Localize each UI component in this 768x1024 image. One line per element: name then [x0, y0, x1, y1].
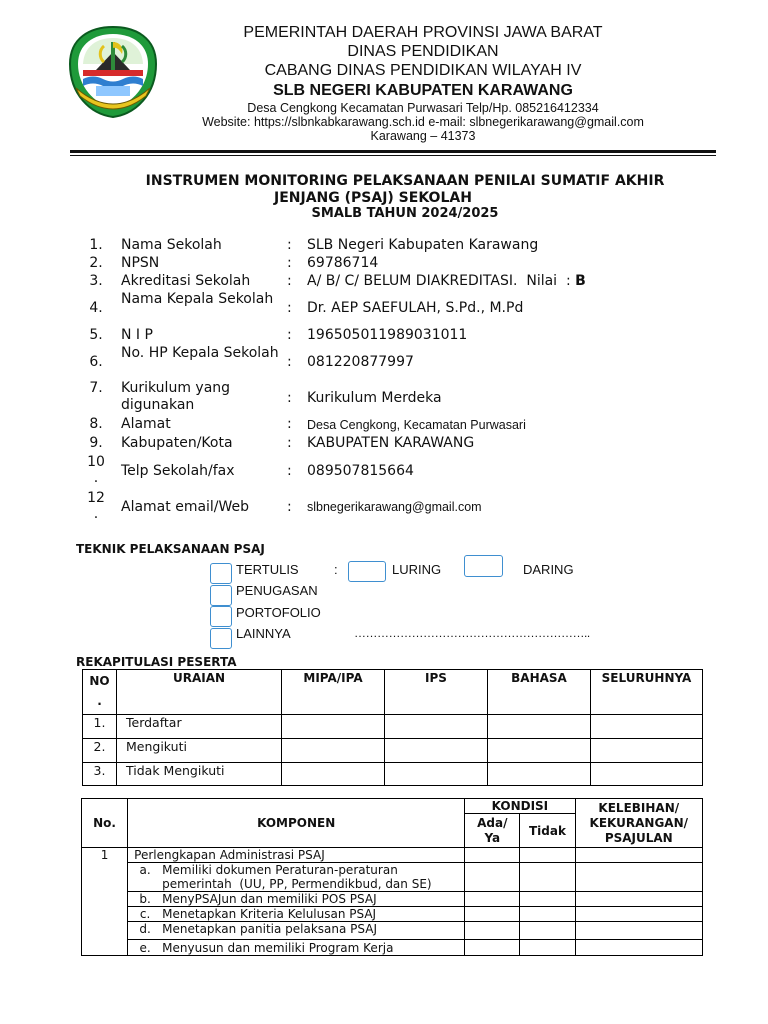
identity-number: 3.	[89, 273, 103, 289]
rekap-cell-mipa[interactable]	[282, 739, 385, 763]
identity-label: NPSN	[121, 255, 160, 271]
identity-number: 4.	[89, 300, 103, 316]
komponen-table	[81, 798, 703, 956]
komponen-item	[128, 892, 465, 907]
identity-value: 081220877997	[307, 354, 414, 370]
komponen-header-row	[82, 799, 703, 814]
rekap-cell-mipa[interactable]	[282, 715, 385, 739]
komponen-col-tidak: Tidak	[520, 814, 575, 848]
identity-colon: :	[287, 390, 292, 406]
kelebihan-cell[interactable]	[575, 922, 702, 940]
rekap-col-seluruhnya: SELURUHNYA	[591, 670, 703, 715]
teknik-heading: TEKNIK PELAKSANAAN PSAJ	[76, 542, 265, 556]
identity-label: Akreditasi Sekolah	[121, 273, 251, 289]
rekap-cell-seluruhnya[interactable]	[591, 739, 703, 763]
lainnya-label: LAINNYA	[236, 626, 291, 641]
daring-checkbox[interactable]	[464, 555, 503, 577]
identity-colon: :	[287, 327, 292, 343]
rekap-cell-ips[interactable]	[385, 763, 488, 786]
kondisi-tidak-cell[interactable]	[520, 892, 575, 907]
rekap-cell-seluruhnya[interactable]	[591, 715, 703, 739]
identity-number: 5.	[89, 327, 103, 343]
identity-number: 1.	[89, 237, 103, 253]
identity-colon: :	[287, 255, 292, 271]
table-row	[82, 863, 703, 892]
komponen-item	[128, 863, 465, 892]
header-divider-thin	[70, 155, 716, 156]
rekap-col-mipa: MIPA/IPA	[282, 670, 385, 715]
komponen-item	[128, 940, 465, 956]
komponen-item	[128, 922, 465, 940]
identity-number: 2.	[89, 255, 103, 271]
identity-value: 196505011989031011	[307, 327, 468, 343]
identity-value: KABUPATEN KARAWANG	[307, 435, 475, 451]
table-row	[82, 940, 703, 956]
rekap-cell-uraian: Mengikuti	[117, 739, 282, 763]
item-letter: a.	[139, 863, 151, 877]
item-letter: d.	[139, 922, 151, 936]
identity-colon: :	[287, 499, 292, 515]
kondisi-tidak-cell[interactable]	[520, 907, 575, 922]
rekap-cell-no: 3.	[83, 763, 117, 786]
kondisi-tidak-cell[interactable]	[520, 863, 575, 892]
item-text: Memiliki dokumen Peraturan-peraturan pemerintah (UU, PP, Permendikbud, dan SE)	[162, 863, 432, 891]
daring-label: DARING	[523, 562, 574, 577]
identity-number: 10 .	[87, 454, 105, 486]
rekap-cell-uraian: Terdaftar	[117, 715, 282, 739]
rekap-cell-bahasa[interactable]	[488, 763, 591, 786]
identity-value: slbnegerikarawang@gmail.com	[307, 500, 482, 514]
rekap-cell-uraian: Tidak Mengikuti	[117, 763, 282, 786]
header-city: Karawang – 41373	[370, 129, 476, 143]
penugasan-checkbox[interactable]	[210, 585, 232, 606]
identity-label: Nama Sekolah	[121, 237, 222, 253]
rekap-cell-bahasa[interactable]	[488, 739, 591, 763]
komponen-item	[128, 907, 465, 922]
table-row	[83, 739, 703, 763]
empty-no-cell	[82, 907, 128, 922]
rekap-col-bahasa: BAHASA	[488, 670, 591, 715]
identity-number: 12 .	[87, 490, 105, 522]
rekap-cell-seluruhnya[interactable]	[591, 763, 703, 786]
lainnya-fill-line: ……………………………………………………..	[354, 626, 590, 640]
identity-label: No. HP Kepala Sekolah	[121, 345, 279, 361]
identity-value: Dr. AEP SAEFULAH, S.Pd., M.Pd	[307, 300, 524, 316]
kondisi-ada-cell[interactable]	[465, 892, 520, 907]
komponen-col-komponen: KOMPONEN	[128, 799, 465, 848]
identity-value: 69786714	[307, 255, 379, 271]
jawa-barat-emblem-logo	[66, 24, 160, 120]
kondisi-ada-cell[interactable]	[465, 940, 520, 956]
rekap-heading: REKAPITULASI PESERTA	[76, 655, 237, 669]
identity-number: 8.	[89, 416, 103, 432]
komponen-col-no: No.	[82, 799, 128, 848]
kelebihan-cell[interactable]	[575, 892, 702, 907]
portofolio-label: PORTOFOLIO	[236, 605, 321, 620]
rekap-col-ips: IPS	[385, 670, 488, 715]
rekap-cell-ips[interactable]	[385, 739, 488, 763]
identity-label: Alamat	[121, 416, 171, 432]
doc-title-line3: SMALB TAHUN 2024/2025	[311, 206, 499, 221]
kondisi-tidak-cell[interactable]	[520, 922, 575, 940]
identity-value: 089507815664	[307, 463, 414, 479]
luring-label: LURING	[392, 562, 442, 577]
identity-colon: :	[287, 273, 292, 289]
empty-no-cell	[82, 940, 128, 956]
table-row	[83, 715, 703, 739]
komponen-col-kelebihan: KELEBIHAN/ KEKURANGAN/ PSAJULAN	[575, 799, 702, 848]
table-row	[82, 892, 703, 907]
kondisi-tidak-cell[interactable]	[520, 940, 575, 956]
rekap-header-row	[83, 670, 703, 715]
identity-colon: :	[287, 354, 292, 370]
item-text: Menetapkan panitia pelaksana PSAJ	[162, 922, 378, 936]
kondisi-ada-cell[interactable]	[465, 907, 520, 922]
header-branch: CABANG DINAS PENDIDIKAN WILAYAH IV	[264, 62, 582, 79]
komponen-col-ada: Ada/ Ya	[465, 814, 520, 848]
table-row	[83, 763, 703, 786]
identity-colon: :	[287, 416, 292, 432]
accreditation-grade: B	[575, 273, 586, 289]
item-text: Menetapkan Kriteria Kelulusan PSAJ	[162, 907, 377, 921]
komponen-section-no: 1	[82, 848, 128, 863]
header-address: Desa Cengkong Kecamatan Purwasari Telp/Hp. 085216412334	[247, 101, 599, 115]
identity-colon: :	[287, 463, 292, 479]
kondisi-ada-cell[interactable]	[465, 922, 520, 940]
rekap-cell-mipa[interactable]	[282, 763, 385, 786]
rekap-table	[82, 669, 703, 786]
empty-no-cell	[82, 922, 128, 940]
rekap-cell-bahasa[interactable]	[488, 715, 591, 739]
rekap-col-uraian: URAIAN	[117, 670, 282, 715]
identity-value	[307, 273, 586, 289]
rekap-col-no: NO .	[83, 670, 117, 715]
header-divider-thick	[70, 150, 716, 153]
identity-value: Desa Cengkong, Kecamatan Purwasari	[307, 418, 526, 432]
identity-number: 7.	[89, 380, 103, 396]
identity-colon: :	[287, 435, 292, 451]
table-row	[82, 848, 703, 863]
identity-value: SLB Negeri Kabupaten Karawang	[307, 237, 539, 253]
item-letter: b.	[139, 892, 151, 906]
rekap-cell-ips[interactable]	[385, 715, 488, 739]
kondisi-tidak-cell[interactable]	[520, 848, 575, 863]
empty-no-cell	[82, 892, 128, 907]
komponen-col-kondisi: KONDISI	[465, 799, 575, 814]
item-text: MenyPSAJun dan memiliki POS PSAJ	[162, 892, 377, 906]
identity-colon: :	[287, 300, 292, 316]
item-letter: c.	[139, 907, 151, 921]
penugasan-label: PENUGASAN	[236, 583, 318, 598]
identity-label: Nama Kepala Sekolah	[121, 291, 274, 307]
kondisi-ada-cell[interactable]	[465, 863, 520, 892]
identity-number: 6.	[89, 354, 103, 370]
identity-label: Kabupaten/Kota	[121, 435, 233, 451]
item-letter: e.	[139, 940, 151, 955]
header-government: PEMERINTAH DAERAH PROVINSI JAWA BARAT	[243, 24, 603, 41]
identity-label: Telp Sekolah/fax	[121, 463, 235, 479]
doc-title-line2: JENJANG (PSAJ) SEKOLAH	[274, 190, 472, 206]
tertulis-colon: :	[334, 562, 338, 577]
tertulis-checkbox[interactable]	[210, 563, 232, 584]
kelebihan-cell[interactable]	[575, 907, 702, 922]
identity-label: Kurikulum yang digunakan	[121, 380, 231, 413]
identity-number: 9.	[89, 435, 103, 451]
kelebihan-cell[interactable]	[575, 940, 702, 956]
table-row	[82, 907, 703, 922]
header-website: Website: https://slbnkabkarawang.sch.id e-mail: slbnegerikarawang@gmail.com	[202, 115, 644, 129]
lainnya-checkbox[interactable]	[210, 628, 232, 649]
rekap-cell-no: 1.	[83, 715, 117, 739]
empty-no-cell	[82, 863, 128, 892]
kondisi-ada-cell[interactable]	[465, 848, 520, 863]
identity-colon: :	[287, 237, 292, 253]
identity-value: Kurikulum Merdeka	[307, 390, 442, 406]
identity-label: Alamat email/Web	[121, 499, 250, 515]
luring-checkbox[interactable]	[348, 561, 386, 582]
identity-label: N I P	[121, 327, 153, 343]
accreditation-options: A/ B/ C/ BELUM DIAKREDITASI. Nilai :	[307, 273, 576, 289]
tertulis-label: TERTULIS	[236, 562, 299, 577]
header-school-name: SLB NEGERI KABUPATEN KARAWANG	[273, 82, 573, 99]
portofolio-checkbox[interactable]	[210, 606, 232, 627]
kelebihan-cell[interactable]	[575, 863, 702, 892]
rekap-cell-no: 2.	[83, 739, 117, 763]
item-text: Menyusun dan memiliki Program Kerja	[162, 940, 394, 955]
table-row	[82, 922, 703, 940]
kelebihan-cell[interactable]	[575, 848, 702, 863]
komponen-section-label: Perlengkapan Administrasi PSAJ	[128, 848, 465, 863]
doc-title-line1: INSTRUMEN MONITORING PELAKSANAAN PENILAI SUMATIF AKHIR	[145, 173, 665, 189]
header-agency: DINAS PENDIDIKAN	[347, 43, 499, 60]
